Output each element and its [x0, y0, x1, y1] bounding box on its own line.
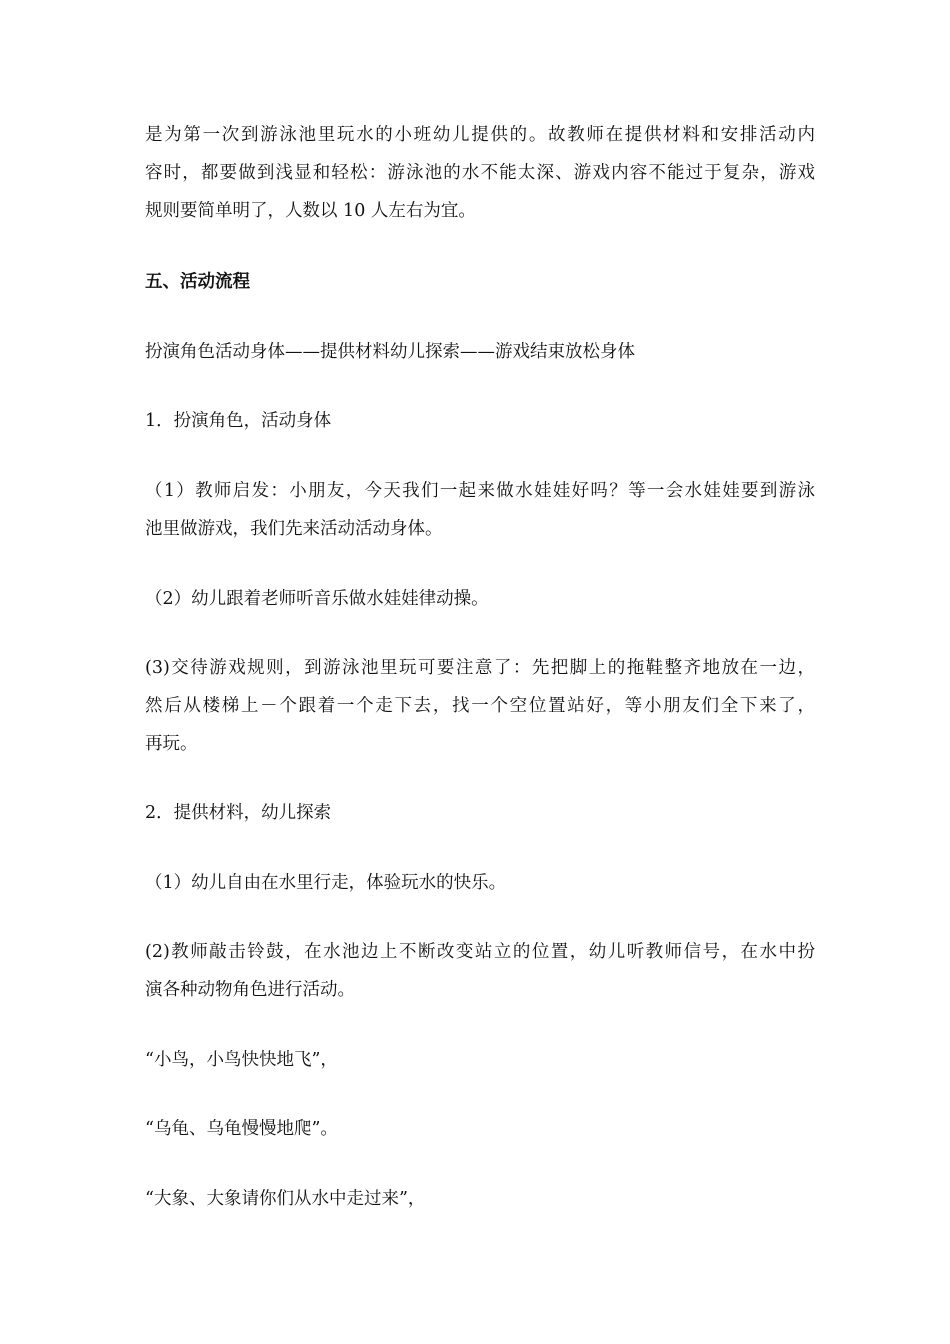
- paragraph-line: 再玩。: [145, 734, 198, 754]
- paragraph-line: 然后从楼梯上－个跟着一个走下去，找一个空位置站好，等小朋友们全下来了，: [145, 696, 815, 716]
- quote-line: “大象、大象请你们从水中走过来”，: [145, 1189, 426, 1209]
- paragraph-line: (3)交待游戏规则，到游泳池里玩可要注意了：先把脚上的拖鞋整齐地放在一边，: [145, 658, 815, 678]
- paragraph-line: (2)教师敲击铃鼓，在水池边上不断改变站立的位置，幼儿听教师信号，在水中扮: [145, 942, 815, 962]
- paragraph-line: 规则要简单明了，人数以 10 人左右为宜。: [145, 201, 476, 221]
- quote-line: “乌龟、乌龟慢慢地爬”。: [145, 1119, 338, 1139]
- step-heading: 2．提供材料，幼儿探索: [145, 803, 332, 823]
- paragraph-line: 是为第一次到游泳池里玩水的小班幼儿提供的。故教师在提供材料和安排活动内: [145, 125, 815, 145]
- paragraph-line: （1）教师启发：小朋友，今天我们一起来做水娃娃好吗？等一会水娃娃要到游泳: [145, 481, 815, 501]
- paragraph-line: 池里做游戏，我们先来活动活动身体。: [145, 519, 443, 539]
- paragraph-line: （2）幼儿跟着老师听音乐做水娃娃律动操。: [145, 589, 489, 609]
- paragraph-line: 容时，都要做到浅显和轻松：游泳池的水不能太深、游戏内容不能过于复杂，游戏: [145, 163, 815, 183]
- paragraph-line: 演各种动物角色进行活动。: [145, 980, 355, 1000]
- flow-line: 扮演角色活动身体——提供材料幼儿探索——游戏结束放松身体: [145, 342, 635, 362]
- paragraph-line: （1）幼儿自由在水里行走，体验玩水的快乐。: [145, 873, 507, 893]
- step-heading: 1．扮演角色，活动身体: [145, 411, 332, 431]
- section-heading: 五、活动流程: [145, 272, 250, 292]
- quote-line: “小鸟，小鸟快快地飞”，: [145, 1050, 338, 1070]
